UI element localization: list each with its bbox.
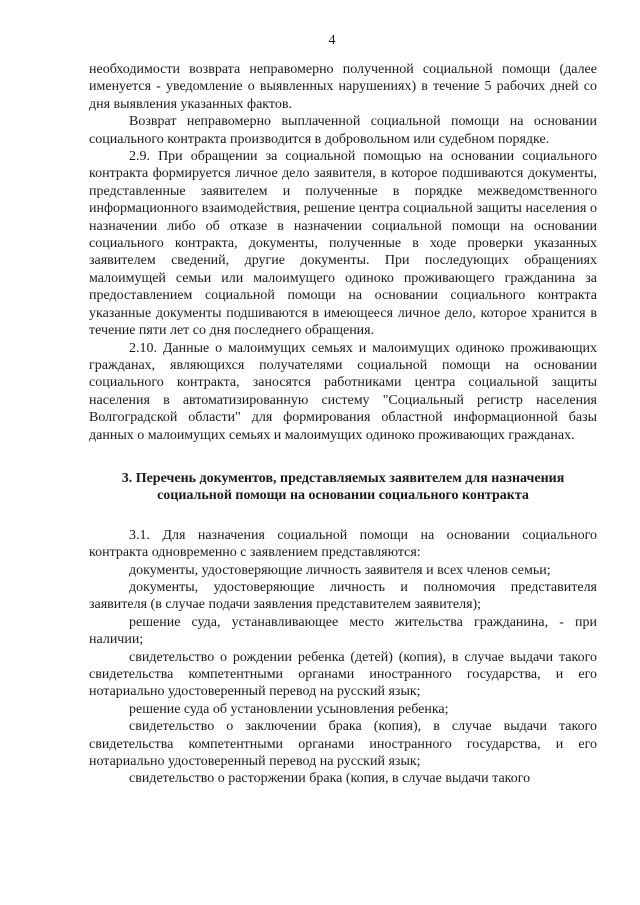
paragraph-2-9: 2.9. При обращении за социальной помощью на основании социального контракта формируется личное дело заявителя, в которое подшиваются документы, представленные заявителем и полученные в порядке межведомственного информационного взаимодействия, решение центра социальной защиты населения о назначении либо об отказе в назначении социальной помощи на основании социального контракта, документы, полученные в ходе проверки указанных заявителем сведений, другие документы. При последующих обращениях малоимущей семьи или малоимущего одиноко проживающего гражданина за предоставлением социальной помощи на основании социального контракта указанные документы подшиваются в имеющееся личное дело, которое хранится в течение пяти лет со дня последнего обращения.	[89, 149, 597, 339]
paragraph-2-10: 2.10. Данные о малоимущих семьях и малоимущих одиноко проживающих гражданах, являющихся получателями социальной помощи на основании социального контракта, заносятся работниками центра социальной защиты населения в автоматизированную систему "Социальный регистр населения Волгоградской области" для формирования областной информационной базы данных о малоимущих семьях и малоимущих одиноко проживающих гражданах.	[89, 340, 597, 443]
list-item: свидетельство о рождении ребенка (детей) (копия), в случае выдачи такого свидетельства компетентными органами иностранного государства, и его нотариально удостоверенный перевод на русский язык;	[89, 649, 597, 700]
list-item: документы, удостоверяющие личность и полномочия представителя заявителя (в случае подачи заявления представителем заявителя);	[89, 579, 597, 613]
paragraph-continuation: необходимости возврата неправомерно полученной социальной помощи (далее именуется - уведомление о выявленных нарушениях) в течение 5 рабочих дней со дня выявления указанных фактов.	[89, 62, 597, 112]
list-item: документы, удостоверяющие личность заявителя и всех членов семьи;	[129, 562, 551, 578]
page-number: 4	[328, 33, 336, 48]
section-heading: 3. Перечень документов, представляемых заявителем для назначения социальной помощи на основании социального контракта	[121, 470, 565, 504]
list-item: свидетельство о заключении брака (копия), в случае выдачи такого свидетельства компетентными органами иностранного государства, и его нотариально удостоверенный перевод на русский язык;	[89, 719, 597, 770]
list-item: свидетельство о расторжении брака (копия, в случае выдачи такого	[129, 771, 531, 787]
paragraph-3-1: 3.1. Для назначения социальной помощи на основании социального контракта одновременно с заявлением представляются:	[89, 527, 597, 561]
paragraph-refund: Возврат неправомерно выплаченной социальной помощи на основании социального контракта производится в добровольном или судебном порядке.	[89, 114, 597, 147]
document-body	[89, 61, 597, 788]
list-item: решение суда об установлении усыновления ребенка;	[129, 701, 449, 717]
list-item: решение суда, устанавливающее место жительства гражданина, - при наличии;	[89, 614, 597, 648]
